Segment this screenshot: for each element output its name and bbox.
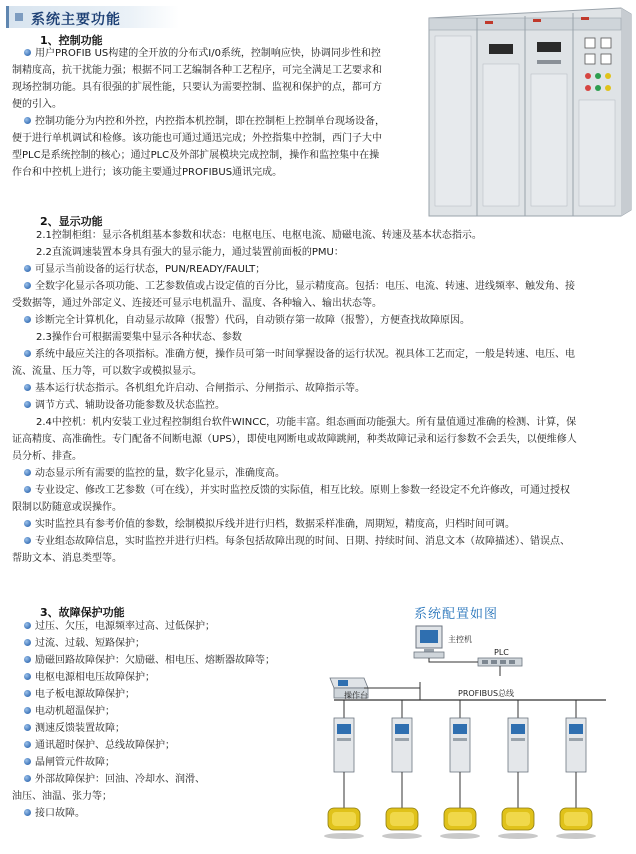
list-item: 电子板电源故障保护； (12, 686, 312, 703)
list-item: 外部故障保护：回油、冷却水、润滑、 (12, 771, 312, 788)
paragraph-line: 基本运行状态指示。各机组允许启动、合闸指示、分闸指示、故障指示等。 (12, 380, 628, 397)
motor-icon (556, 808, 596, 839)
bullet-icon (24, 265, 31, 272)
list-item: 通讯超时保护、总线故障保护； (12, 737, 312, 754)
paragraph-line: 受数据等，通过外部定义、连接还可显示电机温升、温度、各种输入、输出状态等。 (12, 298, 382, 309)
drive-unit-icon (392, 718, 412, 808)
paragraph-line: 证高精度、高准确性。专门配备不间断电源（UPS），即使电网断电或故障跳闸，种类故障记录和运行参数不会丢失，以便维修人 (12, 434, 577, 445)
bullet-icon (24, 758, 31, 765)
paragraph-line: 专业设定、修改工艺参数（可在线），并实时监控反馈的实际值，相互比较。原则上参数一经设定不允许修改，可通过授权 (12, 482, 628, 499)
bullet-icon (24, 520, 31, 527)
bullet-icon (24, 49, 31, 56)
drive-unit-icon (450, 718, 470, 808)
paragraph-line: 调节方式、辅助设备功能参数及状态监控。 (12, 397, 628, 414)
section-title-bar (6, 6, 179, 28)
bullet-icon (24, 741, 31, 748)
bullet-icon (24, 639, 31, 646)
paragraph-line: 制精度高，抗干扰能力强；根据不同工艺编制各种工艺程序，可完全满足工艺要求和 (12, 65, 382, 76)
paragraph-line: 流、流量、压力等，可以数字或模拟显示。 (12, 366, 202, 377)
paragraph-line: 系统中最应关注的各项指标。准确方便，操作员可第一时间掌握设备的运行状况。视具体工艺而定，一般是转速、电压、电 (12, 346, 628, 363)
paragraph-line: 2.2直流调速装置本身具有强大的显示能力，通过装置前面板的PMU： (36, 247, 344, 258)
paragraph-line: 员分析、排查。 (12, 451, 82, 462)
drive-unit-icon (334, 718, 354, 808)
paragraph-line: 2.1控制柜组：显示各机组基本参数和状态：电枢电压、电枢电流、励磁电流、转速及基本状态指示。 (36, 230, 482, 241)
list-item: 测速反馈装置故障； (12, 720, 312, 737)
bullet-icon (24, 809, 31, 816)
bullet-icon (24, 673, 31, 680)
paragraph-line: 2.3操作台可根据需要集中显示各种状态、参数 (36, 332, 242, 343)
paragraph-line: 动态显示所有需要的监控的量，数字化显示，准确度高。 (12, 465, 628, 482)
paragraph-line: 2.4中控机：机内安装工业过程控制组台软件WINCC，功能丰富。组态画面功能强大。所有量值通过准确的检测、计算，保 (36, 417, 577, 428)
paragraph-line: 全数字化显示各项功能、工艺参数值或占设定值的百分比，显示精度高。包括：电压、电流、转速、进线频率、触发角、接 (12, 278, 628, 295)
paragraph-line: 用户PROFIB US构建的全开放的分布式I/0系统，控制响应快，协调同步性和控 (12, 45, 412, 62)
bullet-icon (24, 775, 31, 782)
paragraph-line: 便的引入。 (12, 99, 62, 110)
paragraph-line: 实时监控具有参考价值的参数，绘制模拟斥线并进行归档，数据采样准确，周期短，精度高，归档时间可调。 (12, 516, 628, 533)
bullet-icon (24, 724, 31, 731)
bullet-icon (24, 707, 31, 714)
bullet-icon (24, 622, 31, 629)
section-heading-display: 2、显示功能 (40, 215, 103, 228)
paragraph-line: 控制功能分为内控和外控，内控指本机控制，即在控制柜上控制单台现场设备， (12, 113, 412, 130)
section-control-body (12, 45, 412, 181)
host-computer-label: 主控机 (448, 635, 472, 644)
bullet-icon (24, 656, 31, 663)
paragraph-line: 可显示当前设备的运行状态，PUN/READY/FAULT； (12, 261, 628, 278)
bullet-icon (24, 316, 31, 323)
paragraph-line: 限制以防随意或误操作。 (12, 502, 122, 513)
list-item: 接口故障。 (12, 805, 312, 822)
section-heading-protection: 3、故障保护功能 (40, 606, 125, 619)
plc-icon (478, 658, 522, 666)
host-computer-icon (414, 626, 444, 658)
paragraph-line: 作台和中控机上进行；该功能主要通过PROFIBUS通讯完成。 (12, 167, 283, 178)
plc-label: PLC (494, 648, 509, 657)
control-cabinet-image (425, 4, 633, 218)
list-item-continuation: 油压、油温、张力等； (12, 791, 112, 802)
drive-unit-icon (508, 718, 528, 808)
paragraph-line: 专业组态故障信息，实时监控并进行归档。每条包括故障出现的时间、日期、持续时间、消息文本（故障描述）、错误点、 (12, 533, 628, 550)
list-item: 电动机超温保护； (12, 703, 312, 720)
list-item: 励磁回路故障保护：欠励磁、相电压、熔断器故障等； (12, 652, 312, 669)
paragraph-line: 现场控制功能。具有很强的扩展性能，只要认为需要控制、监视和保护的点，都可方 (12, 82, 382, 93)
list-item: 电枢电源相电压故障保护； (12, 669, 312, 686)
bullet-icon (24, 690, 31, 697)
section-heading-control: 1、控制功能 (40, 34, 103, 47)
bullet-icon (24, 384, 31, 391)
bullet-icon (24, 469, 31, 476)
paragraph-line: 帮助文本、消息类型等。 (12, 553, 122, 564)
motor-icon (324, 808, 364, 839)
list-item: 过压、欠压，电源频率过高、过低保护； (12, 618, 312, 635)
list-item: 过流、过载、短路保护； (12, 635, 312, 652)
console-label: 操作台 (344, 691, 368, 700)
motor-icon (498, 808, 538, 839)
bullet-icon (24, 350, 31, 357)
drive-unit-icon (566, 718, 586, 808)
title-square-icon (15, 13, 23, 21)
bullet-icon (24, 401, 31, 408)
list-item: 晶闸管元件故障； (12, 754, 312, 771)
page-title: 系统主要功能 (31, 12, 121, 28)
paragraph-line: 型PLC是系统控制的核心；通过PLC及外部扩展模块完成控制，操作和监控集中在操 (12, 150, 380, 161)
bullet-icon (24, 282, 31, 289)
motor-icon (382, 808, 422, 839)
bullet-icon (24, 117, 31, 124)
section-protection-body (12, 618, 312, 822)
bullet-icon (24, 537, 31, 544)
diagram-title: 系统配置如图 (414, 607, 499, 622)
bullet-icon (24, 486, 31, 493)
paragraph-line: 便于进行单机调试和检修。该功能也可通过通迅完成；外控指集中控制，西门子大中 (12, 133, 382, 144)
paragraph-line: 诊断完全计算机化，自动显示故障（报警）代码，自动锁存第一故障（报警），方便查找故障原因。 (12, 312, 628, 329)
section-display-body (12, 227, 628, 567)
system-configuration-diagram (310, 622, 632, 850)
bus-label: PROFIBUS总线 (458, 689, 515, 698)
motor-icon (440, 808, 480, 839)
